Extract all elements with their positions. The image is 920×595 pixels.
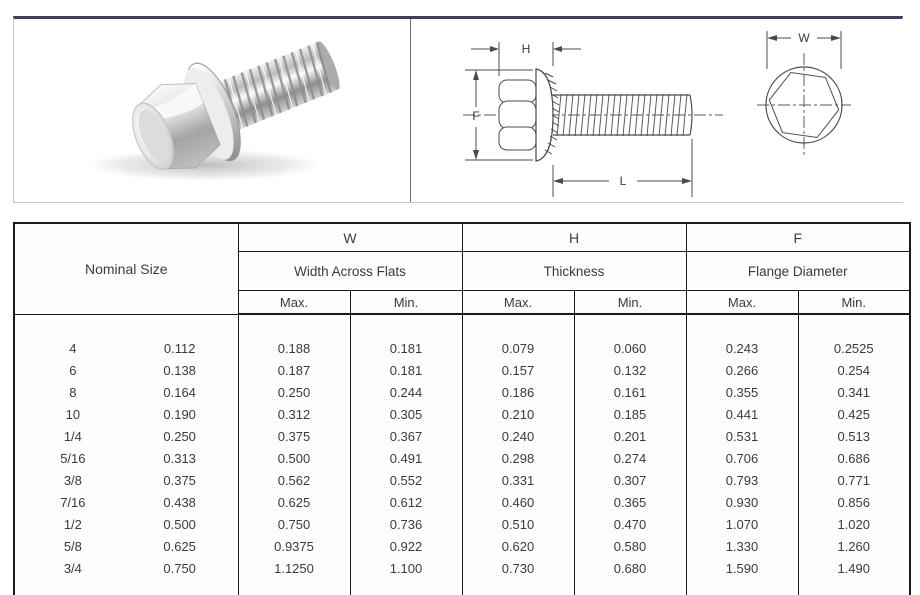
cell-h-max: 0.186 — [462, 381, 574, 403]
column-group-h-name: Thickness — [462, 252, 686, 291]
cell-w-min: 0.244 — [350, 381, 462, 403]
cell-f-max: 0.243 — [686, 337, 798, 359]
nominal-size-decimal: 0.313 — [163, 450, 196, 466]
cell-w-min: 0.736 — [350, 513, 462, 535]
cell-f-max: 0.930 — [686, 491, 798, 513]
table-row — [14, 557, 910, 579]
cell-h-max: 0.079 — [462, 337, 574, 359]
cell-w-max: 0.250 — [238, 381, 350, 403]
cell-w-max: 1.1250 — [238, 557, 350, 579]
dim-label-l: L — [619, 174, 627, 188]
cell-h-max: 0.460 — [462, 491, 574, 513]
cell-nominal-size — [14, 403, 238, 425]
cell-nominal-size — [14, 381, 238, 403]
nominal-size-fraction: 6 — [69, 362, 77, 378]
cell-nominal-size — [14, 513, 238, 535]
cell-w-max: 0.500 — [238, 447, 350, 469]
cell-h-max: 0.331 — [462, 469, 574, 491]
cell-h-min: 0.201 — [574, 425, 686, 447]
cell-f-max: 0.706 — [686, 447, 798, 469]
nominal-size-fraction: 10 — [65, 406, 81, 422]
cell-h-min: 0.060 — [574, 337, 686, 359]
product-overview-section — [13, 16, 903, 203]
cell-f-max: 0.266 — [686, 359, 798, 381]
cell-w-max: 0.312 — [238, 403, 350, 425]
table-row — [14, 491, 910, 513]
spec-table-header — [14, 223, 910, 314]
dim-label-w: W — [798, 31, 810, 45]
cell-f-min: 0.856 — [798, 491, 910, 513]
cell-w-min: 0.305 — [350, 403, 462, 425]
cell-h-max: 0.240 — [462, 425, 574, 447]
cell-nominal-size — [14, 557, 238, 579]
column-group-f-name: Flange Diameter — [686, 252, 910, 291]
column-header-h-max: Max. — [462, 291, 574, 315]
cell-nominal-size — [14, 425, 238, 447]
dim-label-f: F — [472, 109, 480, 123]
cell-w-max: 0.9375 — [238, 535, 350, 557]
cell-w-min: 0.922 — [350, 535, 462, 557]
nominal-size-decimal: 0.625 — [163, 538, 196, 554]
cell-w-max: 0.750 — [238, 513, 350, 535]
table-row — [14, 535, 910, 557]
cell-h-min: 0.307 — [574, 469, 686, 491]
nominal-size-decimal: 0.250 — [163, 428, 196, 444]
cell-f-min: 0.254 — [798, 359, 910, 381]
nominal-size-fraction: 3/4 — [63, 560, 82, 576]
cell-w-max: 0.188 — [238, 337, 350, 359]
nominal-size-decimal: 0.375 — [163, 472, 196, 488]
cell-f-min: 1.490 — [798, 557, 910, 579]
cell-h-min: 0.470 — [574, 513, 686, 535]
nominal-size-decimal: 0.438 — [163, 494, 196, 510]
nominal-size-decimal: 0.112 — [163, 340, 196, 356]
cell-w-min: 0.491 — [350, 447, 462, 469]
cell-f-max: 0.531 — [686, 425, 798, 447]
bolt-photo-image — [14, 19, 410, 203]
nominal-size-fraction: 4 — [69, 340, 77, 356]
table-row — [14, 403, 910, 425]
cell-f-min: 1.260 — [798, 535, 910, 557]
cell-nominal-size — [14, 535, 238, 557]
technical-drawing — [410, 19, 903, 202]
table-bottom-padding — [14, 579, 910, 595]
cell-f-max: 0.441 — [686, 403, 798, 425]
nominal-size-fraction: 7/16 — [60, 494, 86, 510]
cell-f-min: 0.771 — [798, 469, 910, 491]
nominal-size-decimal: 0.500 — [163, 516, 196, 532]
cell-w-max: 0.625 — [238, 491, 350, 513]
nominal-size-decimal: 0.750 — [163, 560, 196, 576]
cell-f-min: 1.020 — [798, 513, 910, 535]
column-group-w-name: Width Across Flats — [238, 252, 462, 291]
cell-f-max: 1.330 — [686, 535, 798, 557]
cell-h-max: 0.210 — [462, 403, 574, 425]
bolt-photo — [14, 19, 410, 202]
cell-h-max: 0.157 — [462, 359, 574, 381]
cell-w-min: 0.181 — [350, 359, 462, 381]
spec-table-body — [14, 337, 910, 579]
column-header-f-min: Min. — [798, 291, 910, 315]
column-group-w: W — [238, 223, 462, 252]
cell-h-max: 0.620 — [462, 535, 574, 557]
cell-f-min: 0.513 — [798, 425, 910, 447]
column-header-f-max: Max. — [686, 291, 798, 315]
cell-f-min: 0.2525 — [798, 337, 910, 359]
table-row — [14, 447, 910, 469]
spec-table — [13, 222, 911, 595]
cell-w-min: 0.181 — [350, 337, 462, 359]
nominal-size-fraction: 8 — [69, 384, 77, 400]
cell-nominal-size — [14, 447, 238, 469]
cell-h-min: 0.185 — [574, 403, 686, 425]
nominal-size-fraction: 3/8 — [63, 472, 82, 488]
cell-h-min: 0.580 — [574, 535, 686, 557]
cell-f-max: 0.355 — [686, 381, 798, 403]
nominal-size-decimal: 0.138 — [163, 362, 196, 378]
nominal-size-fraction: 5/8 — [63, 538, 82, 554]
cell-w-min: 0.612 — [350, 491, 462, 513]
cell-h-min: 0.680 — [574, 557, 686, 579]
table-row — [14, 381, 910, 403]
table-row — [14, 469, 910, 491]
table-row — [14, 425, 910, 447]
cell-w-max: 0.187 — [238, 359, 350, 381]
nominal-size-fraction: 1/4 — [63, 428, 82, 444]
nominal-size-decimal: 0.190 — [163, 406, 196, 422]
table-row — [14, 513, 910, 535]
cell-f-max: 1.070 — [686, 513, 798, 535]
cell-h-min: 0.274 — [574, 447, 686, 469]
dim-label-h: H — [521, 42, 531, 56]
cell-f-max: 0.793 — [686, 469, 798, 491]
cell-nominal-size — [14, 359, 238, 381]
cell-f-min: 0.425 — [798, 403, 910, 425]
cell-w-min: 1.100 — [350, 557, 462, 579]
cell-w-min: 0.552 — [350, 469, 462, 491]
nominal-size-fraction: 1/2 — [63, 516, 82, 532]
cell-h-min: 0.132 — [574, 359, 686, 381]
cell-h-max: 0.730 — [462, 557, 574, 579]
dimension-drawing-image — [411, 19, 903, 202]
cell-w-max: 0.562 — [238, 469, 350, 491]
table-row — [14, 359, 910, 381]
cell-h-min: 0.161 — [574, 381, 686, 403]
cell-w-min: 0.367 — [350, 425, 462, 447]
cell-nominal-size — [14, 491, 238, 513]
cell-nominal-size — [14, 337, 238, 359]
cell-h-max: 0.298 — [462, 447, 574, 469]
nominal-size-fraction: 5/16 — [60, 450, 86, 466]
column-header-w-min: Min. — [350, 291, 462, 315]
cell-f-max: 1.590 — [686, 557, 798, 579]
cell-nominal-size — [14, 469, 238, 491]
cell-f-min: 0.686 — [798, 447, 910, 469]
column-header-w-max: Max. — [238, 291, 350, 315]
cell-h-min: 0.365 — [574, 491, 686, 513]
cell-f-min: 0.341 — [798, 381, 910, 403]
table-top-padding — [14, 314, 910, 337]
cell-w-max: 0.375 — [238, 425, 350, 447]
column-group-h: H — [462, 223, 686, 252]
table-row — [14, 337, 910, 359]
column-group-f: F — [686, 223, 910, 252]
cell-h-max: 0.510 — [462, 513, 574, 535]
column-header-h-min: Min. — [574, 291, 686, 315]
column-header-nominal-size: Nominal Size — [14, 223, 238, 314]
nominal-size-decimal: 0.164 — [163, 384, 196, 400]
